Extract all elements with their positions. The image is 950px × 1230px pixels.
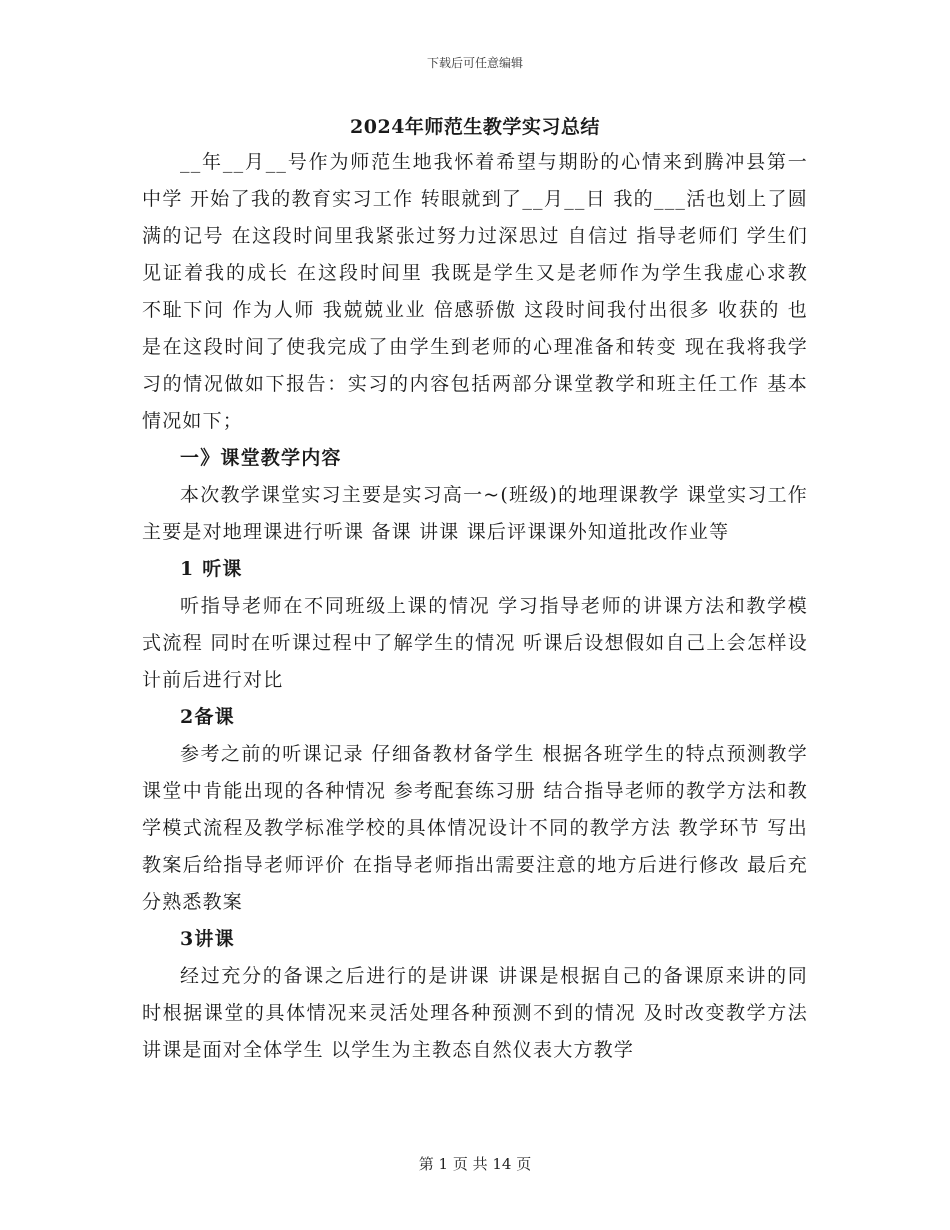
subsection-paragraph-lecturing: 经过充分的备课之后进行的是讲课 讲课是根据自己的备课原来讲的同时根据课堂的具体情况来灵活处理各种预测不到的情况 及时改变教学方法 讲课是面对全体学生 以学生为主教态自然仪表大方教学 <box>142 965 808 1061</box>
subsection-paragraph-listening: 听指导老师在不同班级上课的情况 学习指导老师的讲课方法和教学模式流程 同时在听课过程中了解学生的情况 听课后设想假如自己上会怎样设计前后进行对比 <box>142 595 808 691</box>
header-note: 下载后可任意编辑 <box>426 56 523 70</box>
section-heading-classroom-teaching: 一》课堂教学内容 <box>180 447 342 469</box>
page-number: 第 1 页 共 14 页 <box>418 1155 532 1173</box>
document-title: 2024年师范生教学实习总结 <box>350 116 600 138</box>
subsection-paragraph-preparation: 参考之前的听课记录 仔细备教材备学生 根据各班学生的特点预测教学课堂中肯能出现的各种情况 参考配套练习册 结合指导老师的教学方法和教学模式流程及教学标准学校的具体情况设计不同的教学方法 教学环节 写出教案后给指导老师评价 在指导老师指出需要注意的地方后进行修改 最后充分熟悉教案 <box>142 743 808 913</box>
subsection-heading-listening: 1 听课 <box>180 558 243 580</box>
subsection-heading-lecturing: 3讲课 <box>180 928 235 950</box>
document-body <box>142 112 808 1069</box>
section-paragraph-classroom-teaching: 本次教学课堂实习主要是实习高一~(班级)的地理课教学 课堂实习工作主要是对地理课进行听课 备课 讲课 课后评课课外知道批改作业等 <box>142 484 808 543</box>
subsection-heading-preparation: 2备课 <box>180 706 235 728</box>
intro-paragraph: __年__月__号作为师范生地我怀着希望与期盼的心情来到腾冲县第一中学 开始了我的教育实习工作 转眼就到了__月__日 我的___活也划上了圆满的记号 在这段时间里我紧张过努力过深思过 自信过 指导老师们 学生们见证着我的成长 在这段时间里 我既是学生又是老师作为学生我虚心求教 不耻下问 作为人师 我兢兢业业 倍感骄傲 这段时间我付出很多 收获的 也是在这段时间了使我完成了由学生到老师的心理准备和转变 现在我将我学习的情况做如下报告：实习的内容包括两部分课堂教学和班主任工作 基本情况如下； <box>142 151 808 432</box>
